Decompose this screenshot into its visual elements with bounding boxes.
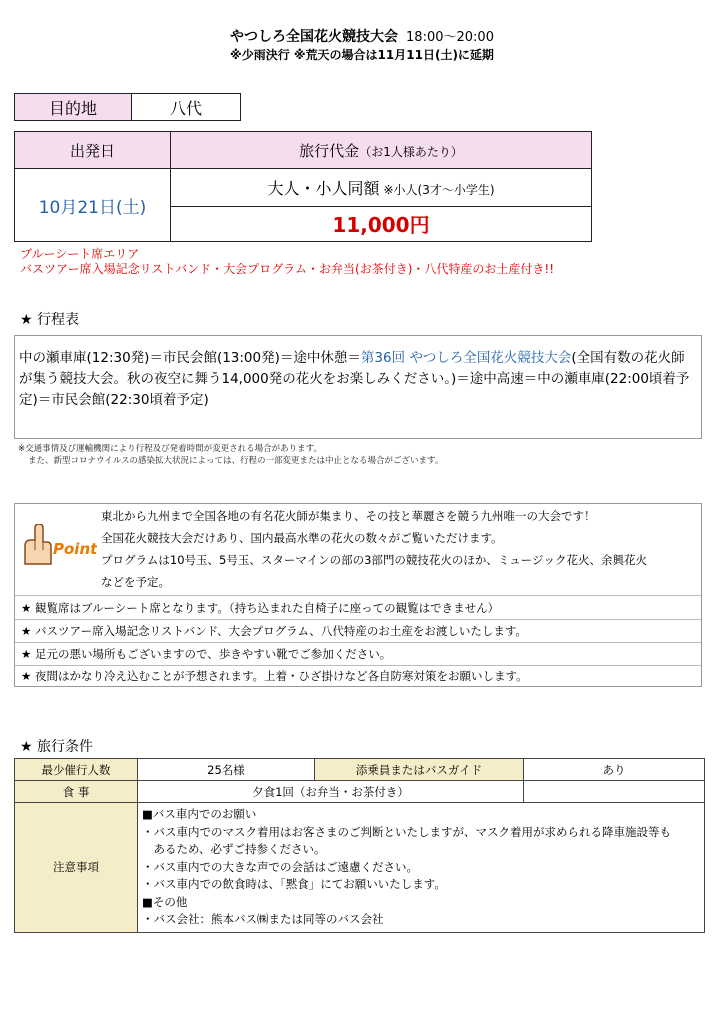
- meal-empty-cell: [524, 781, 705, 803]
- guide-label: 添乗員またはバスガイド: [315, 759, 524, 781]
- point-box: [14, 503, 702, 687]
- price-value: 11,000円: [171, 206, 592, 242]
- point-badge-label: Point: [53, 540, 97, 558]
- divider: [15, 619, 701, 620]
- point-line-1: 東北から九州まで全国各地の有名花火師が集まり、その技と華麗さを競う九州唯一の大会です！: [101, 509, 596, 523]
- schedule-box: [14, 335, 702, 439]
- divider: [15, 595, 701, 596]
- event-title: やつしろ全国花火競技大会: [230, 29, 399, 45]
- meal-label: 食 事: [15, 781, 138, 803]
- divider: [15, 642, 701, 643]
- note-line: ■バス車内でのお願い: [142, 807, 257, 821]
- schedule-part1: 中の瀬車庫(12:30発)＝市民会館(13:00発)＝途中休憩＝: [19, 350, 361, 366]
- conditions-title: ★ 旅行条件: [20, 739, 94, 755]
- price-table: [14, 131, 592, 242]
- conditions-table: [14, 758, 705, 933]
- point-line-4: などを予定。: [101, 575, 170, 589]
- note-line: ・バス車内での大きな声での会話はご遠慮ください。: [142, 859, 418, 874]
- guide-value: あり: [524, 759, 705, 781]
- page-subtitle: ※少雨決行 ※荒天の場合は11月11日(土)に延期: [230, 48, 494, 62]
- event-time: 18:00～20:00: [406, 30, 494, 45]
- note-line: あるため、必ずご持参ください。: [142, 842, 326, 856]
- cost-label-note: （お1人様あたり）: [359, 144, 463, 159]
- schedule-fine-print: [18, 443, 443, 467]
- fine-print-1: ※交通事情及び運輸機関により行程及び発着時間が変更される場合があります。: [18, 444, 322, 454]
- note-line: ・バス車内でのマスク着用はお客さまのご判断といたしますが、マスク着用が求められる降車施設等も: [142, 824, 671, 839]
- page-title: [0, 28, 724, 47]
- notes-label: 注意事項: [15, 803, 138, 933]
- note-line: ■その他: [142, 894, 188, 909]
- included-items-note: バスツアー席入場記念リストバンド・大会プログラム・お弁当(お茶付き)・八代特産のお土産付き!!: [20, 262, 555, 276]
- fare-text: 大人・小人同額: [267, 178, 380, 198]
- schedule-part2: (全国有数の花火師が集う競技大会。秋の夜空に舞う14,000発の花火をお楽しみください。)＝途中高速＝中の瀬車庫(22:00頃着予定)＝市民会館(22:30頃着予定): [19, 350, 690, 408]
- schedule-title: ★ 行程表: [20, 312, 80, 328]
- point-star-3: ★ 足元の悪い場所もございますので、歩きやすい靴でご参加ください。: [21, 647, 392, 661]
- note-line: ・バス会社：熊本バス㈱または同等のバス会社: [142, 912, 384, 926]
- point-star-2: ★ バスツアー席入場記念リストバンド、大会プログラム、八代特産のお土産をお渡しいたします。: [21, 624, 527, 638]
- point-line-3: プログラムは10号玉、5号玉、スターマインの部の3部門の競技花火のほか、ミュージック花火、余興花火: [101, 553, 647, 567]
- departure-date: 10月21日(土): [15, 169, 171, 242]
- cost-label-text: 旅行代金: [299, 141, 360, 160]
- destination-label: 目的地: [15, 94, 132, 121]
- fare-type: [171, 169, 592, 207]
- fine-print-2: また、新型コロナウイルスの感染拡大状況によっては、行程の一部変更または中止となる場合がございます。: [28, 456, 444, 466]
- destination-value: 八代: [132, 94, 241, 121]
- schedule-event: 第36回 やつしろ全国花火競技大会: [360, 350, 572, 366]
- point-line-2: 全国花火競技大会だけあり、国内最高水準の花火の数々がご覧いただけます。: [101, 531, 503, 545]
- departure-label: 出発日: [15, 132, 171, 169]
- min-participants-label: 最少催行人数: [15, 759, 138, 781]
- destination-table: [14, 93, 241, 121]
- point-star-4: ★ 夜間はかなり冷え込むことが予想されます。上着・ひざ掛けなど各自防寒対策をお願いします。: [21, 669, 528, 683]
- cost-label: [171, 132, 592, 169]
- point-hand-icon: [21, 524, 97, 568]
- notes-content: [138, 803, 705, 933]
- included-notes: [20, 247, 554, 277]
- seat-area-note: ブルーシート席エリア: [20, 247, 140, 261]
- note-line: ・バス車内での飲食時は、「黙食」にてお願いいたします。: [142, 877, 446, 891]
- point-star-1: ★ 観覧席はブルーシート席となります。（持ち込まれた自椅子に座っての観覧はできません）: [21, 601, 500, 615]
- meal-value: 夕食1回（お弁当・お茶付き）: [138, 781, 524, 803]
- min-participants-value: 25名様: [138, 759, 315, 781]
- fare-note: ※小人(3才～小学生): [383, 182, 495, 197]
